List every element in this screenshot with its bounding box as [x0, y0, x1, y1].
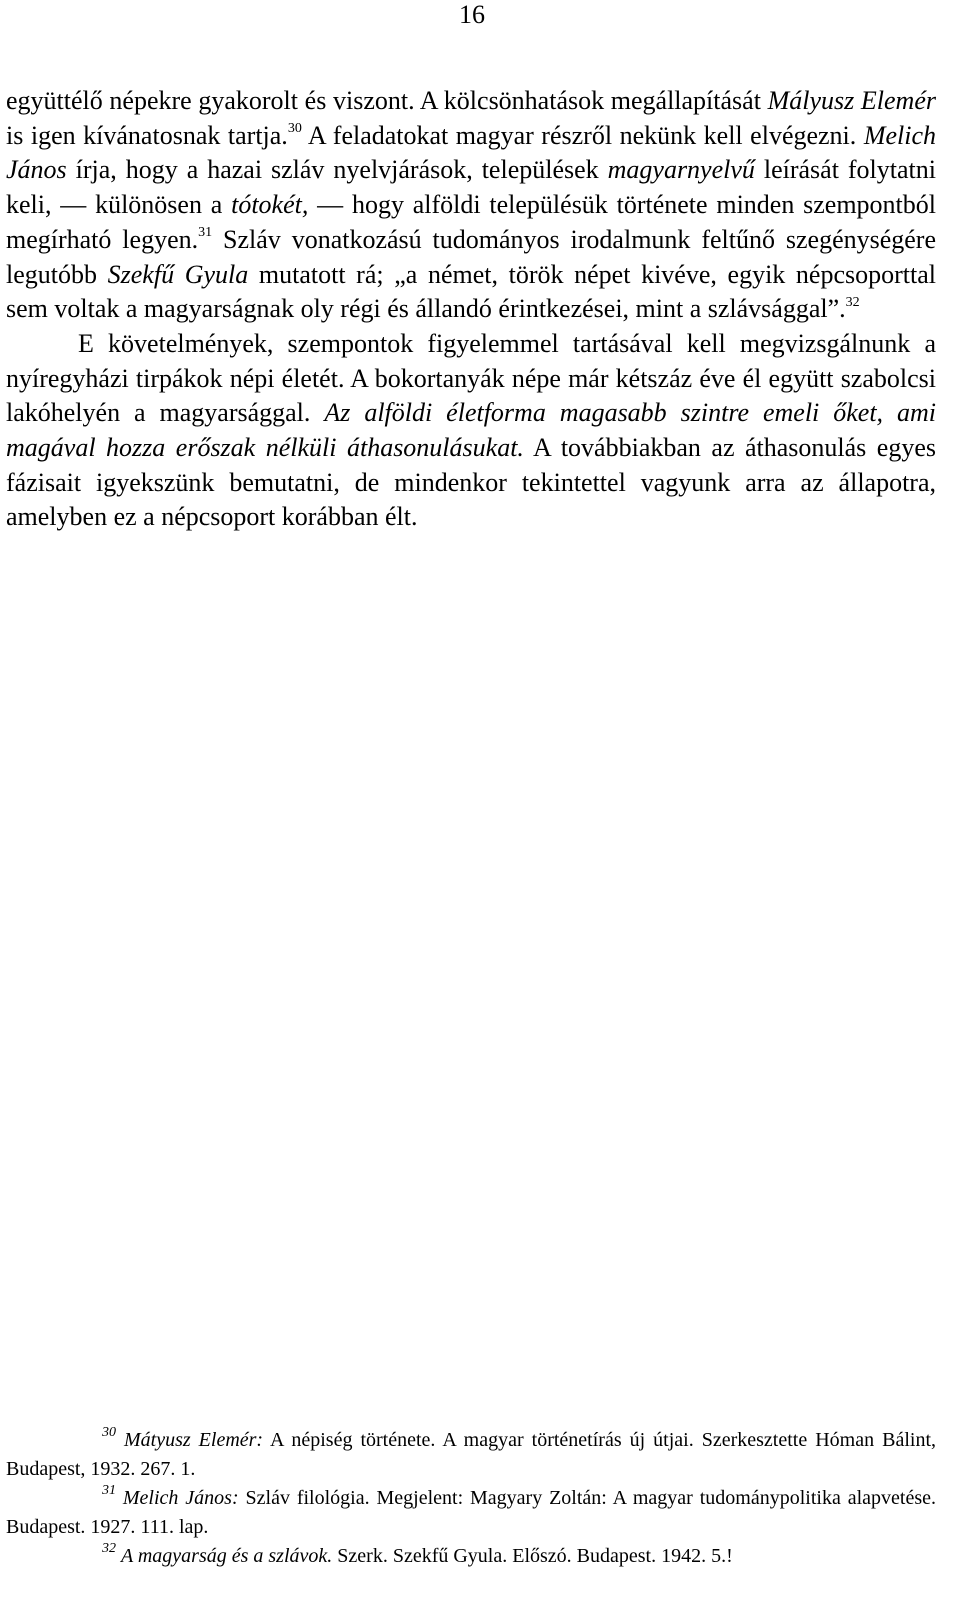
text-run: — hogy alföldi településük története minden szempontból megírható legyen.: [6, 190, 936, 254]
italic-text: Az alföldi életforma magasabb szintre emeli őket, ami magával hozza erőszak nélküli áthasonulásukat.: [6, 398, 936, 463]
text-run: [116, 1429, 124, 1451]
footnote-ref: 30: [287, 121, 302, 137]
text-run: leírását folytatni keli, — különösen a: [6, 155, 936, 220]
text-run: együttélő népekre gyakorolt és viszont. A kölcsönhatások megállapítását: [6, 86, 768, 115]
text-run: A továbbiakban az áthasonulás egyes fázisait igyekszünk bemutatni, de mindenkor tekintettel vagyunk arra az állapotra, amelyben ez a népcsoport korábban élt.: [6, 433, 936, 532]
italic-text: tótokét,: [231, 190, 309, 220]
text-run: írja, hogy a hazai szláv nyelvjárások, települések: [66, 155, 608, 185]
italic-text: Szekfű Gyula: [107, 259, 249, 289]
text-run: Szerk. Szekfű Gyula. Előszó. Budapest. 1942. 5.!: [332, 1545, 733, 1567]
footnote-ref: 31: [198, 225, 213, 241]
page-number: 16: [459, 0, 485, 29]
footnote-ref: 30: [102, 1425, 116, 1441]
italic-text: Mályusz Elemér: [767, 86, 936, 115]
footnote: [6, 1542, 936, 1571]
text-run: mutatott rá; „a német, török népet kivéve, egyik népcsoporttal sem voltak a magyarságnak oly régi és állandó érintkezései, mint a szlávsággal”.: [6, 259, 936, 324]
footnote: [6, 1426, 936, 1484]
text-run: Szláv filológia. Megjelent: Magyary Zoltán: A magyar tudománypolitika alapvetése. Budapest. 1927. 111. lap.: [6, 1487, 936, 1538]
body-text: [6, 84, 936, 535]
footnote-ref: 32: [845, 294, 860, 310]
text-run: Szláv vonatkozású tudományos irodalmunk feltűnő szegénységére legutóbb: [6, 224, 937, 289]
footnote-ref: 32: [102, 1541, 116, 1557]
italic-text: A magyarság és a szlávok.: [121, 1545, 333, 1567]
italic-text: Melich János:: [122, 1487, 239, 1509]
italic-text: magyarnyelvű: [607, 155, 755, 185]
text-run: E követelmények, szempontok figyelemmel tartásával kell megvizsgálnunk a nyíregyházi tirpákok népi életét. A bokortanyák népe már kétszáz éve él együtt szabolcsi lakóhelyén a magyarsággal.: [6, 328, 936, 428]
footnote: [6, 1484, 936, 1542]
text-run: [116, 1487, 123, 1509]
italic-text: Mátyusz Elemér:: [124, 1429, 264, 1451]
footnotes: [6, 1426, 936, 1571]
paragraph: [6, 327, 936, 535]
italic-text: Melich János: [6, 120, 937, 185]
footnote-ref: 31: [102, 1483, 116, 1499]
text-run: A népiség története. A magyar történetírás új útjai. Szerkesztette Hóman Bálint, Budapest, 1932. 267. 1.: [6, 1429, 937, 1480]
text-run: is igen kívánatosnak tartja.: [6, 120, 288, 150]
paragraph: [6, 84, 936, 327]
text-run: A feladatokat magyar részről nekünk kell elvégezni.: [301, 120, 864, 150]
